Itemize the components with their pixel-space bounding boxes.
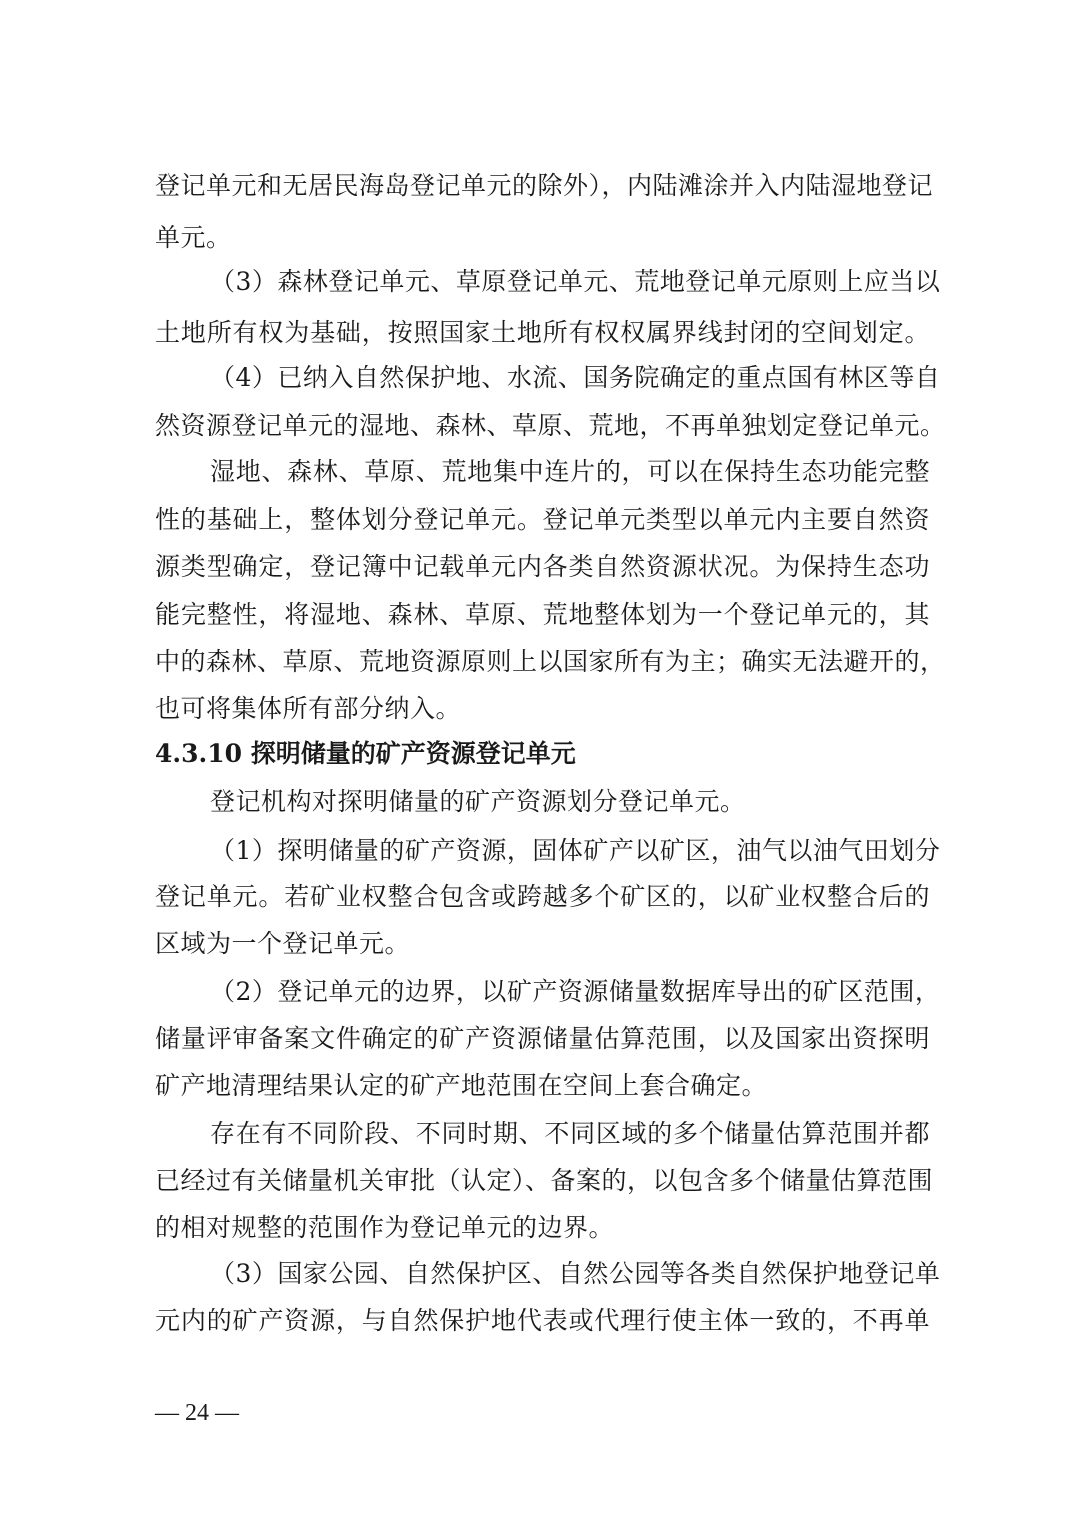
text-line: 登记单元。若矿业权整合包含或跨越多个矿区的，以矿业权整合后的 xyxy=(155,882,930,911)
text-line: 的相对规整的范围作为登记单元的边界。 xyxy=(155,1213,615,1242)
text-line: 单元。 xyxy=(155,223,232,252)
text-line: （1）探明储量的矿产资源，固体矿产以矿区，油气以油气田划分 xyxy=(210,836,941,865)
text-line: （3）森林登记单元、草原登记单元、荒地登记单元原则上应当以 xyxy=(210,267,941,296)
text-line: 矿产地清理结果认定的矿产地范围在空间上套合确定。 xyxy=(155,1071,768,1100)
section-heading: 4.3.10 探明储量的矿产资源登记单元 xyxy=(155,739,576,768)
text-line: 存在有不同阶段、不同时期、不同区域的多个储量估算范围并都 xyxy=(210,1119,930,1148)
text-line: 然资源登记单元的湿地、森林、草原、荒地，不再单独划定登记单元。 xyxy=(155,411,946,440)
text-line: 区域为一个登记单元。 xyxy=(155,929,411,958)
page-number: — 24 — xyxy=(155,1400,239,1426)
text-line: 已经过有关储量机关审批（认定）、备案的，以包含多个储量估算范围 xyxy=(155,1166,934,1195)
text-line: 登记单元和无居民海岛登记单元的除外），内陆滩涂并入内陆湿地登记 xyxy=(155,171,934,200)
text-line: 也可将集体所有部分纳入。 xyxy=(155,694,462,723)
text-line: 能完整性，将湿地、森林、草原、荒地整体划为一个登记单元的，其 xyxy=(155,600,930,629)
text-line: 湿地、森林、草原、荒地集中连片的，可以在保持生态功能完整 xyxy=(210,457,930,486)
text-line: 源类型确定，登记簿中记载单元内各类自然资源状况。为保持生态功 xyxy=(155,552,930,581)
text-line: 性的基础上，整体划分登记单元。登记单元类型以单元内主要自然资 xyxy=(155,505,930,534)
text-line: 中的森林、草原、荒地资源原则上以国家所有为主；确实无法避开的， xyxy=(155,647,946,676)
text-line: 储量评审备案文件确定的矿产资源储量估算范围，以及国家出资探明 xyxy=(155,1024,930,1053)
text-line: 元内的矿产资源，与自然保护地代表或代理行使主体一致的，不再单 xyxy=(155,1306,930,1335)
text-line: （4）已纳入自然保护地、水流、国务院确定的重点国有林区等自 xyxy=(210,363,941,392)
text-line: 登记机构对探明储量的矿产资源划分登记单元。 xyxy=(210,787,746,816)
text-line: （3）国家公园、自然保护区、自然公园等各类自然保护地登记单 xyxy=(210,1259,941,1288)
text-line: 土地所有权为基础，按照国家土地所有权权属界线封闭的空间划定。 xyxy=(155,318,930,347)
text-line: （2）登记单元的边界，以矿产资源储量数据库导出的矿区范围， xyxy=(210,977,941,1006)
